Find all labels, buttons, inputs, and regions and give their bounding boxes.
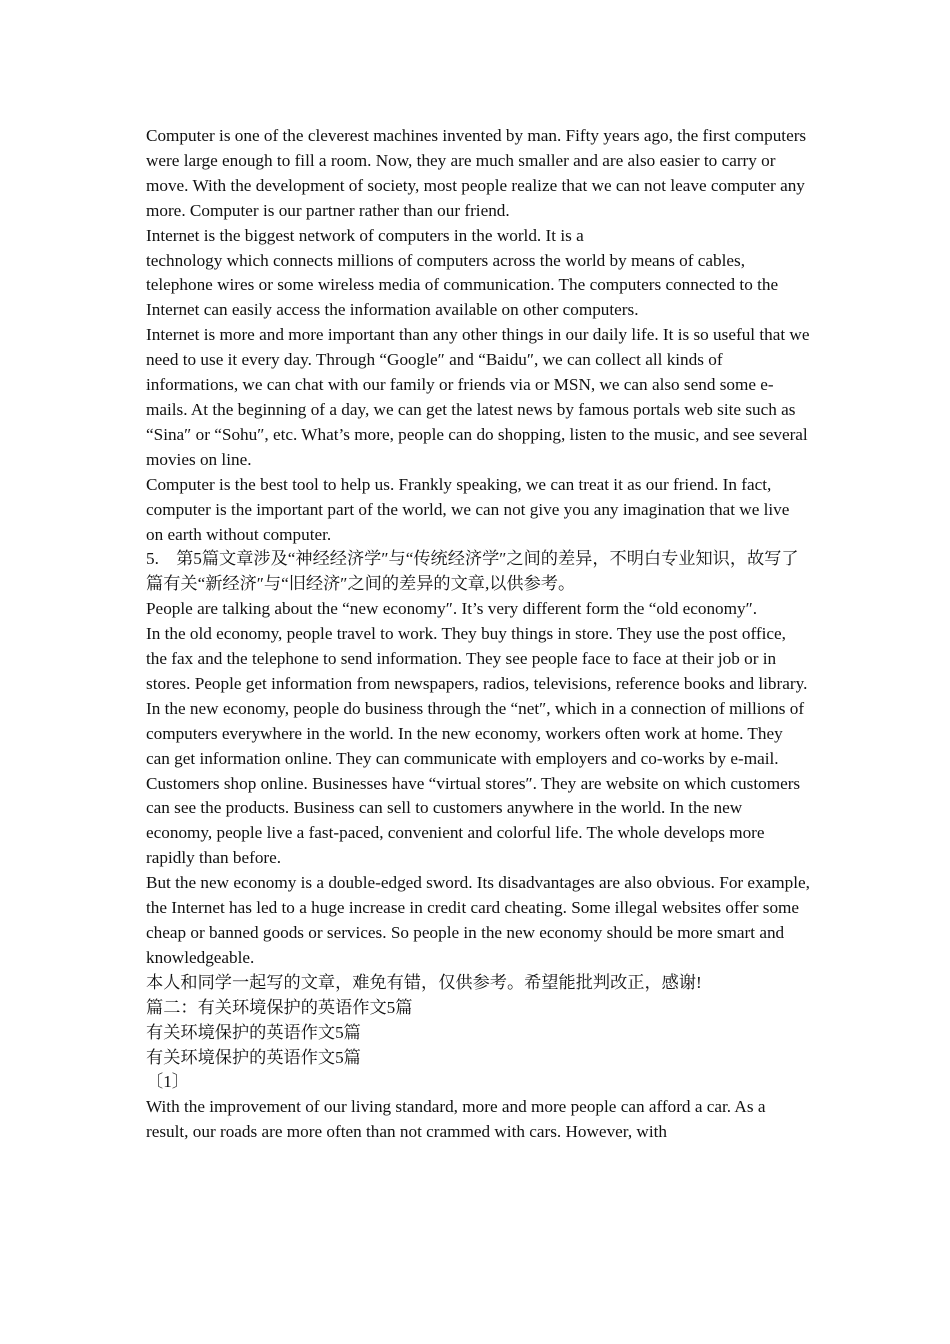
paragraph-computer-intro: Computer is one of the cleverest machines invented by man. Fifty years ago, the first computers were large enough to fill a room. Now, they are much smaller and are also easier to carry or move. With the development of society, most people realize that we can not leave computer any more. Computer is our partner rather than our friend. [146, 126, 807, 220]
paragraph-double-edged-sword: But the new economy is a double-edged sword. Its disadvantages are also obvious. For example, the Internet has led to a huge increase in credit card cheating. Some illegal websites offer some cheap or banned goods or services. So people in the new economy should be more smart and knowledgeable. [146, 873, 810, 967]
document-body [146, 124, 810, 1145]
heading-part-two: 篇二：有关环境保护的英语作文5篇 [146, 997, 413, 1017]
paragraph-internet-network: Internet is the biggest network of computers in the world. It is a [146, 225, 584, 245]
paragraph-internet-technology: technology which connects millions of computers across the world by means of cables, telephone wires or some wireless media of communication. The computers connected to the Internet can easily access the information available on other computers. [146, 250, 779, 320]
paragraph-chinese-note-5: 5. 第5篇文章涉及“神经经济学″与“传统经济学″之间的差异，不明白专业知识，故写了篇有关“新经济″与“旧经济″之间的差异的文章,以供参考。 [146, 549, 799, 594]
paragraph-computer-tool: Computer is the best tool to help us. Frankly speaking, we can treat it as our friend. In fact, computer is the important part of the world, we can not give you any imagination that we live on earth without computer. [146, 474, 790, 544]
heading-environment-2: 有关环境保护的英语作文5篇 [146, 1047, 361, 1067]
paragraph-new-economy-intro: People are talking about the “new economy″. It’s very different form the “old economy″. [146, 599, 758, 619]
paragraph-new-economy: In the new economy, people do business through the “net″, which in a connection of millions of computers everywhere in the world. In the new economy, workers often work at home. They can get information online. They can communicate with employers and co-works by e-mail. Customers shop online. Businesses have “virtual stores″. They are website on which customers can see the products. Business can sell to customers anywhere in the world. In the new economy, people live a fast-paced, convenient and colorful life. The whole develops more rapidly than before. [146, 698, 805, 868]
heading-environment-1: 有关环境保护的英语作文5篇 [146, 1022, 361, 1042]
paragraph-old-economy: In the old economy, people travel to work. They buy things in store. They use the post office, the fax and the telephone to send information. They see people face to face at their job or in stores. People get information from newspapers, radios, televisions, reference books and library. [146, 624, 808, 693]
paragraph-living-standard: With the improvement of our living standard, more and more people can afford a car. As a result, our roads are more often than not crammed with cars. However, with [146, 1097, 766, 1142]
section-number: 〔1〕 [146, 1072, 189, 1092]
paragraph-internet-daily-life: Internet is more and more important than any other things in our daily life. It is so useful that we need to use it every day. Through “Google″ and “Baidu″, we can collect all kinds of informations, we can chat with our family or friends via or MSN, we can also send some e-mails. At the beginning of a day, we can get the latest news by famous portals web site such as “Sina″ or “Sohu″, etc. What’s more, people can do shopping, listen to the music, and see several movies on line. [146, 325, 810, 469]
paragraph-chinese-disclaimer: 本人和同学一起写的文章，难免有错，仅供参考。希望能批判改正，感谢! [146, 972, 702, 992]
